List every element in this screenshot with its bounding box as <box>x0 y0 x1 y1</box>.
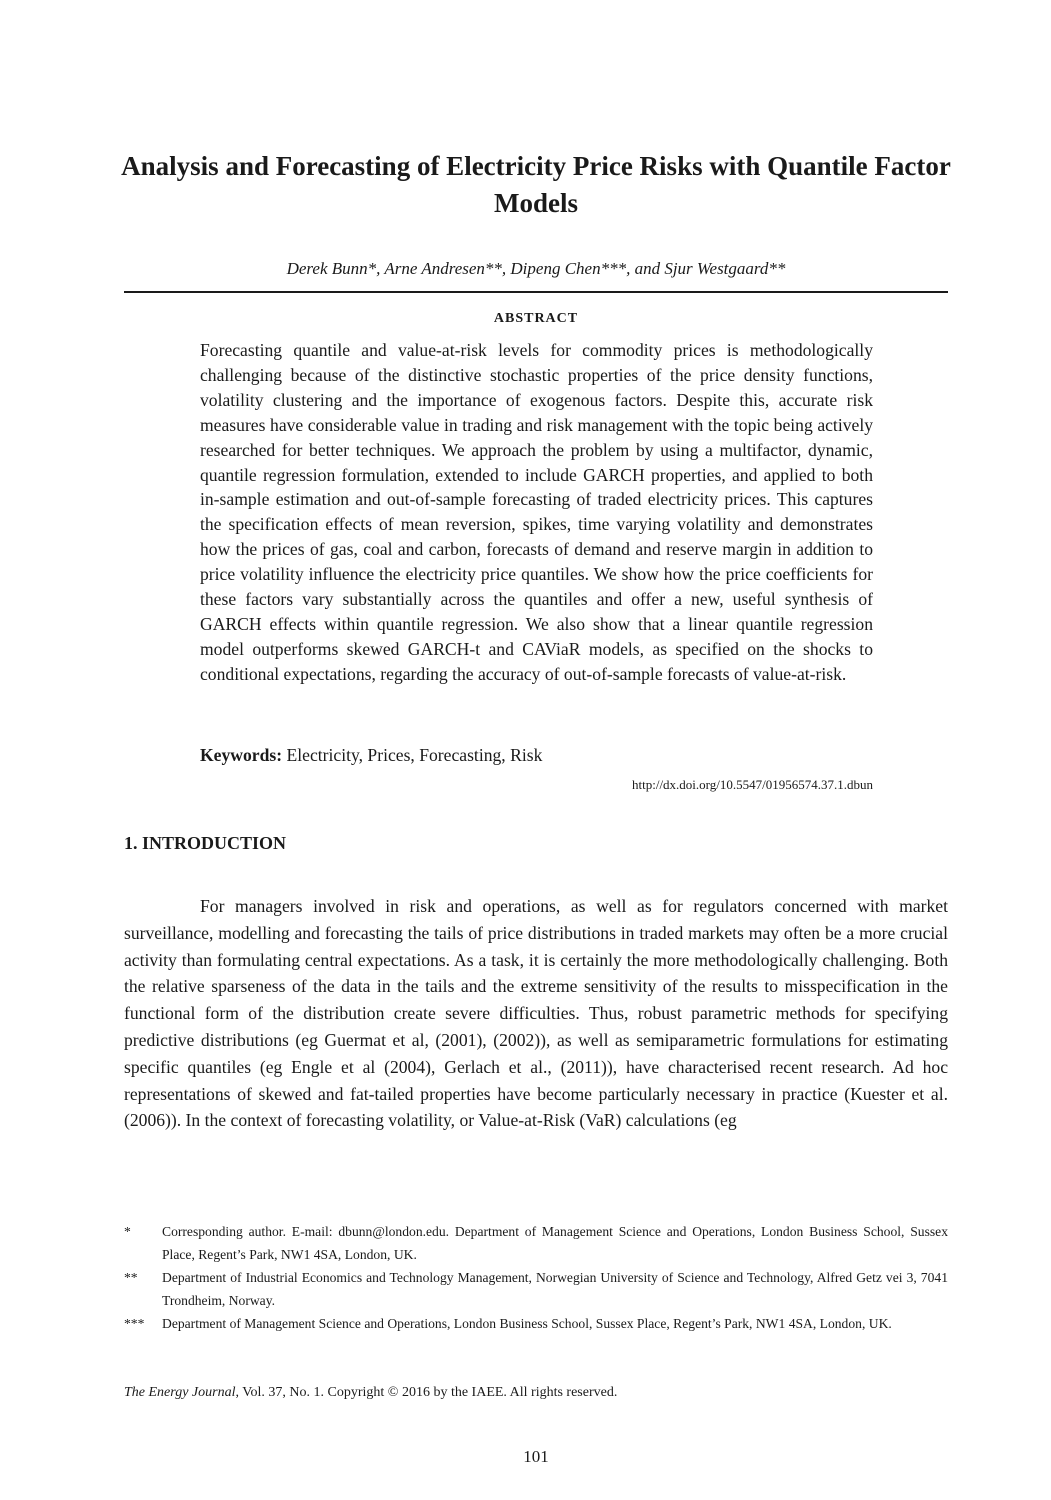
keywords-line <box>200 743 873 767</box>
footnote-text: Department of Industrial Economics and Technology Management, Norwegian University of Science and Technology, Alfred Getz vei 3, 7041 Trondheim, Norway. <box>162 1270 948 1308</box>
journal-name: The Energy Journal <box>124 1385 236 1400</box>
page-number: 101 <box>523 1447 549 1466</box>
footnotes <box>124 1220 948 1335</box>
introduction-body <box>124 893 948 1134</box>
footnote <box>124 1220 948 1266</box>
footnote-text: Department of Management Science and Operations, London Business School, Sussex Place, Regent’s Park, NW1 4SA, London, UK. <box>162 1316 892 1331</box>
footnote-text: Corresponding author. E-mail: dbunn@london.edu. Department of Management Science and Operations, London Business School, Sussex Place, Regent’s Park, NW1 4SA, London, UK. <box>162 1224 948 1262</box>
footnote-mark: *** <box>124 1316 145 1331</box>
journal-citation <box>124 1383 948 1403</box>
footnote-mark: ** <box>124 1270 138 1285</box>
footnote <box>124 1312 948 1335</box>
journal-details: , Vol. 37, No. 1. Copyright © 2016 by the IAEE. All rights reserved. <box>235 1385 618 1400</box>
author-list: Derek Bunn*, Arne Andresen**, Dipeng Chen***, and Sjur Westgaard** <box>286 259 786 278</box>
abstract-heading: ABSTRACT <box>493 311 579 326</box>
abstract-text: Forecasting quantile and value-at-risk levels for commodity prices is methodologically challenging because of the distinctive stochastic properties of the price density functions, volatility clustering and the importance of exogenous factors. Despite this, accurate risk measures have considerable value in trading and risk management with the topic being actively researched for better techniques. We approach the problem by using a multifactor, dynamic, quantile regression formulation, extended to include GARCH properties, and applied to both in-sample estimation and out-of-sample forecasting of traded electricity prices. This captures the specification effects of mean reversion, spikes, time varying volatility and demonstrates how the prices of gas, coal and carbon, forecasts of demand and reserve margin in addition to price volatility influence the electricity price quantiles. We show how the price coefficients for these factors vary substantially across the quantiles and offer a new, useful synthesis of GARCH effects within quantile regression. We also show that a linear quantile regression model outperforms skewed GARCH-t and CAViaR models, as specified on the shocks to conditional expectations, regarding the accuracy of out-of-sample forecasts of value-at-risk. <box>200 340 873 684</box>
footnote <box>124 1266 948 1312</box>
introduction-paragraph: For managers involved in risk and operations, as well as for regulators concerned with market surveillance, modelling and forecasting the tails of price distributions in traded markets may often be a more crucial activity than formulating central expectations. As a task, it is certainly the more methodologically challenging. Both the relative sparseness of the data in the tails and the extreme sensitivity of the results to misspecification in the functional form of the distribution create severe difficulties. Thus, robust parametric methods for specifying predictive distributions (eg Guermat et al, (2001), (2002)), as well as semiparametric formulations for estimating specific quantiles (eg Engle et al (2004), Gerlach et al., (2011)), have characterised recent research. Ad hoc representations of skewed and fat-tailed properties have become particularly necessary in practice (Kuester et al. (2006)). In the context of forecasting volatility, or Value-at-Risk (VaR) calculations (eg <box>124 896 948 1131</box>
keywords-label: Keywords: <box>200 745 283 765</box>
footnote-mark: * <box>124 1224 131 1239</box>
doi-link[interactable]: http://dx.doi.org/10.5547/01956574.37.1.dbun <box>632 777 873 792</box>
title-divider <box>124 291 948 293</box>
section-heading-introduction: 1. INTRODUCTION <box>124 833 287 853</box>
paper-title: Analysis and Forecasting of Electricity Price Risks with Quantile Factor Models <box>121 151 951 218</box>
abstract-body <box>200 338 873 687</box>
keywords-values: Electricity, Prices, Forecasting, Risk <box>286 745 543 765</box>
